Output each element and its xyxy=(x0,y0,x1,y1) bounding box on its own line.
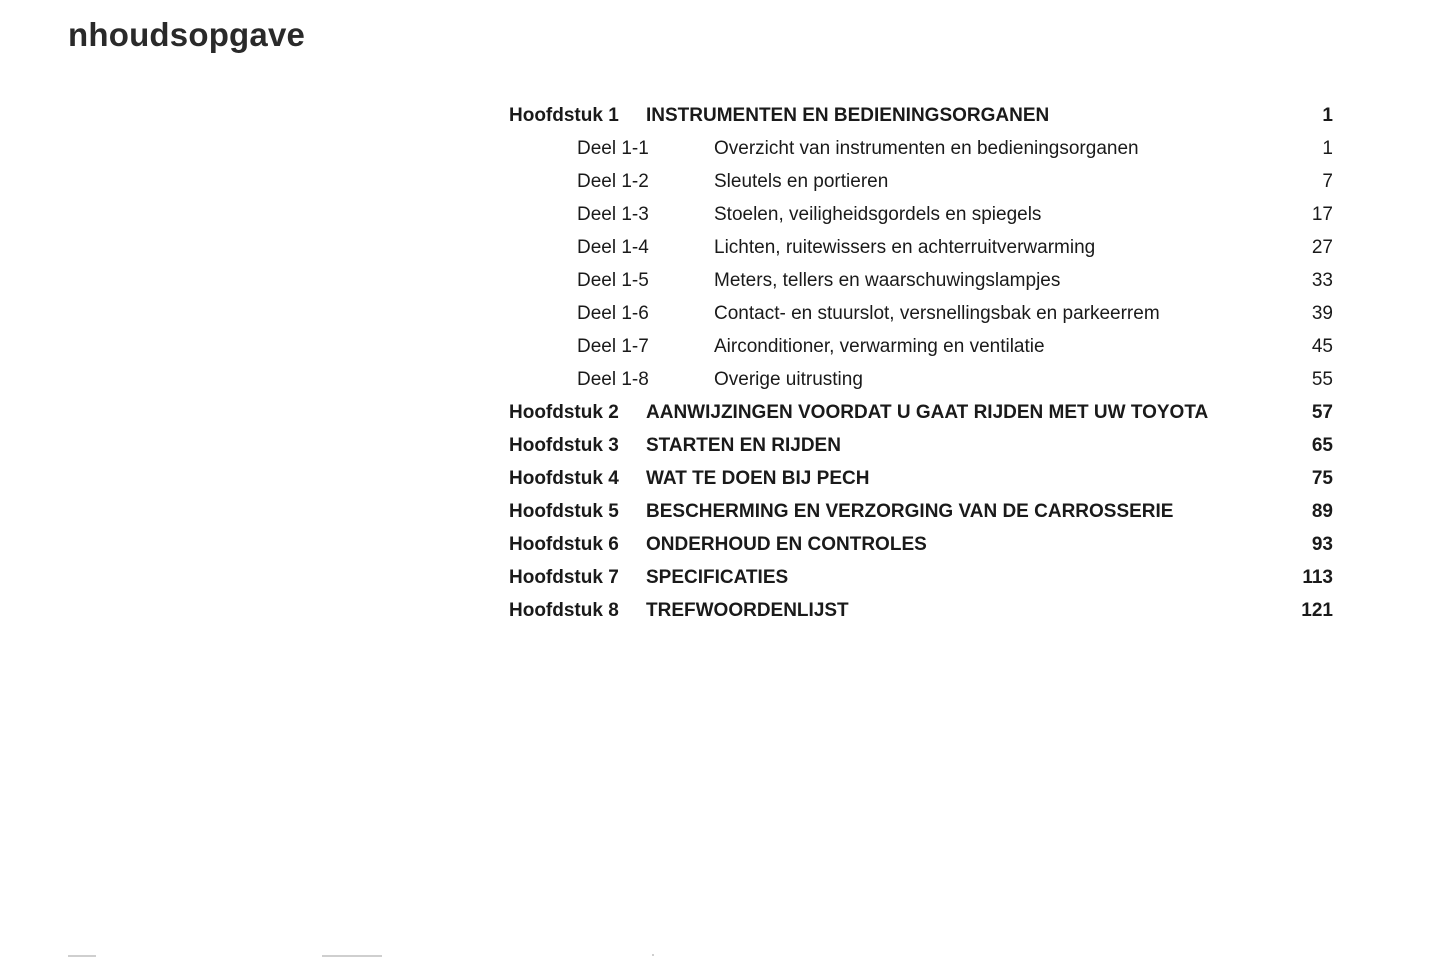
toc-title: Overige uitrusting xyxy=(714,369,863,390)
toc-title: WAT TE DOEN BIJ PECH xyxy=(646,468,870,489)
toc-label: Hoofdstuk 4 xyxy=(509,468,619,489)
toc-title: ONDERHOUD EN CONTROLES xyxy=(646,534,927,555)
toc-title: TREFWOORDENLIJST xyxy=(646,600,849,621)
toc-page-number: 1 xyxy=(1322,105,1333,126)
toc-page-number: 7 xyxy=(1322,171,1333,192)
toc-section-1-7[interactable] xyxy=(509,330,1333,363)
toc-label: Deel 1-7 xyxy=(577,336,649,357)
toc-label: Deel 1-3 xyxy=(577,204,649,225)
toc-title: Airconditioner, verwarming en ventilatie xyxy=(714,336,1045,357)
toc-chapter-1[interactable] xyxy=(509,99,1333,132)
scan-artifact xyxy=(68,955,96,957)
toc-chapter-2[interactable] xyxy=(509,396,1333,429)
toc-label: Hoofdstuk 5 xyxy=(509,501,619,522)
toc-chapter-5[interactable] xyxy=(509,495,1333,528)
toc-page-number: 113 xyxy=(1302,567,1333,588)
toc-section-1-4[interactable] xyxy=(509,231,1333,264)
scan-artifact xyxy=(652,954,654,956)
toc-title: INSTRUMENTEN EN BEDIENINGSORGANEN xyxy=(646,105,1050,126)
toc-label: Hoofdstuk 7 xyxy=(509,567,619,588)
toc-section-1-1[interactable] xyxy=(509,132,1333,165)
toc-page-number: 33 xyxy=(1311,270,1333,291)
toc-chapter-8[interactable] xyxy=(509,594,1333,627)
toc-label: Deel 1-5 xyxy=(577,270,649,291)
toc-section-1-8[interactable] xyxy=(509,363,1333,396)
toc-page-number: 17 xyxy=(1311,204,1333,225)
toc-title: Lichten, ruitewissers en achterruitverwarming xyxy=(714,237,1096,258)
page-title: nhoudsopgave xyxy=(68,16,306,53)
toc-chapter-7[interactable] xyxy=(509,561,1333,594)
toc-title: Contact- en stuurslot, versnellingsbak en parkeerrem xyxy=(714,303,1160,324)
toc-chapter-6[interactable] xyxy=(509,528,1333,561)
toc-label: Deel 1-4 xyxy=(577,237,649,258)
toc-title: Sleutels en portieren xyxy=(714,171,889,192)
toc-label: Deel 1-6 xyxy=(577,303,649,324)
toc-title: Stoelen, veiligheidsgordels en spiegels xyxy=(714,204,1042,225)
toc-title: BESCHERMING EN VERZORGING VAN DE CARROSSERIE xyxy=(646,501,1174,522)
toc-page-number: 27 xyxy=(1311,237,1333,258)
toc-label: Hoofdstuk 8 xyxy=(509,600,619,621)
toc-page-number: 75 xyxy=(1311,468,1333,489)
toc-label: Hoofdstuk 6 xyxy=(509,534,619,555)
toc-chapter-4[interactable] xyxy=(509,462,1333,495)
toc-title: SPECIFICATIES xyxy=(646,567,789,588)
toc-title: Overzicht van instrumenten en bedieningsorganen xyxy=(714,138,1139,159)
toc-page-number: 55 xyxy=(1311,369,1333,390)
toc-page-number: 1 xyxy=(1322,138,1333,159)
toc-page-number: 89 xyxy=(1311,501,1333,522)
toc-title: AANWIJZINGEN VOORDAT U GAAT RIJDEN MET UW TOYOTA xyxy=(646,402,1209,423)
toc-section-1-5[interactable] xyxy=(509,264,1333,297)
toc-label: Deel 1-1 xyxy=(577,138,649,159)
toc-label: Hoofdstuk 2 xyxy=(509,402,619,423)
toc-section-1-6[interactable] xyxy=(509,297,1333,330)
toc-section-1-2[interactable] xyxy=(509,165,1333,198)
toc-page-number: 39 xyxy=(1311,303,1333,324)
toc-title: Meters, tellers en waarschuwingslampjes xyxy=(714,270,1061,291)
toc-page-number: 57 xyxy=(1311,402,1333,423)
toc-label: Hoofdstuk 3 xyxy=(509,435,619,456)
toc-chapter-3[interactable] xyxy=(509,429,1333,462)
toc-page-number: 65 xyxy=(1311,435,1333,456)
toc-section-1-3[interactable] xyxy=(509,198,1333,231)
table-of-contents xyxy=(509,99,1333,627)
toc-label: Deel 1-8 xyxy=(577,369,649,390)
toc-page-number: 45 xyxy=(1311,336,1333,357)
toc-page-number: 121 xyxy=(1301,600,1333,621)
scan-artifact xyxy=(322,955,382,957)
toc-label: Hoofdstuk 1 xyxy=(509,105,619,126)
toc-title: STARTEN EN RIJDEN xyxy=(646,435,841,456)
toc-label: Deel 1-2 xyxy=(577,171,649,192)
toc-page-number: 93 xyxy=(1311,534,1333,555)
